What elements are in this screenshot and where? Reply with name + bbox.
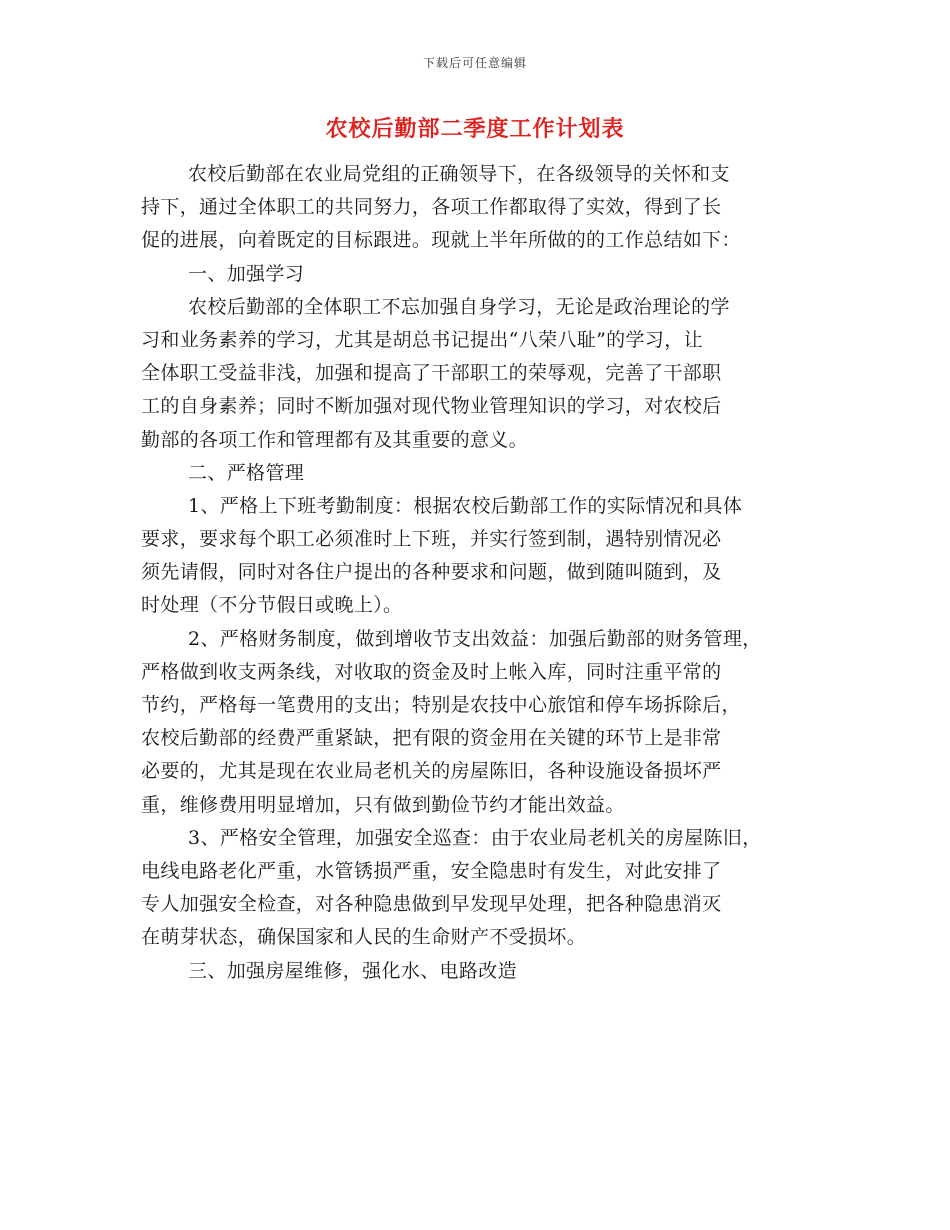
body-line: 全体职工受益非浅，加强和提高了干部职工的荣辱观，完善了干部职: [141, 362, 722, 385]
document-body: [141, 158, 813, 988]
body-line: 必要的，尤其是现在农业局老机关的房屋陈旧，各种设施设备损坏严: [141, 760, 722, 783]
body-line: 须先请假，同时对各住户提出的各种要求和问题，做到随叫随到，及: [141, 561, 722, 584]
body-line: 1、严格上下班考勤制度：根据农校后勤部工作的实际情况和具体: [188, 494, 743, 517]
body-line: 促的进展，向着既定的目标跟进。现就上半年所做的的工作总结如下：: [141, 229, 741, 252]
body-line: 农校后勤部在农业局党组的正确领导下，在各级领导的关怀和支: [188, 163, 730, 185]
body-line: 工的自身素养；同时不断加强对现代物业管理知识的学习，对农校后: [141, 395, 722, 418]
body-line: 要求，要求每个职工必须准时上下班，并实行签到制，遇特别情况必: [141, 528, 722, 551]
body-line: 勤部的各项工作和管理都有及其重要的意义。: [141, 428, 529, 451]
header-note: 下载后可任意编辑: [422, 56, 527, 70]
body-line: 严格做到收支两条线，对收取的资金及时上帐入库，同时注重平常的: [141, 660, 722, 683]
section-heading: 三、加强房屋维修，强化水、电路改造: [188, 959, 517, 982]
body-line: 习和业务素养的学习，尤其是胡总书记提出“八荣八耻”的学习，让: [141, 328, 703, 351]
body-line: 2、严格财务制度，做到增收节支出效益：加强后勤部的财务管理，: [188, 627, 762, 650]
body-line: 节约，严格每一笔费用的支出；特别是农技中心旅馆和停车场拆除后，: [141, 694, 741, 716]
body-line: 专人加强安全检查，对各种隐患做到早发现早处理，把各种隐患消灭: [141, 893, 722, 916]
body-line: 重，维修费用明显增加，只有做到勤俭节约才能出效益。: [141, 793, 625, 816]
body-line: 时处理（不分节假日或晚上）。: [141, 594, 403, 617]
section-heading: 二、严格管理: [188, 461, 305, 484]
body-line: 在萌芽状态，确保国家和人民的生命财产不受损坏。: [141, 926, 587, 949]
body-line: 持下，通过全体职工的共同努力，各项工作都取得了实效，得到了长: [141, 196, 722, 219]
body-line: 农校后勤部的全体职工不忘加强自身学习，无论是政治理论的学: [188, 295, 730, 318]
document-title: 农校后勤部二季度工作计划表: [325, 116, 625, 142]
body-line: 电线电路老化严重，水管锈损严重，安全隐患时有发生，对此安排了: [141, 859, 722, 882]
body-line: 农校后勤部的经费严重紧缺，把有限的资金用在关键的环节上是非常: [141, 727, 722, 750]
body-line: 3、严格安全管理，加强安全巡查：由于农业局老机关的房屋陈旧，: [188, 826, 762, 849]
section-heading: 一、加强学习: [188, 262, 305, 285]
